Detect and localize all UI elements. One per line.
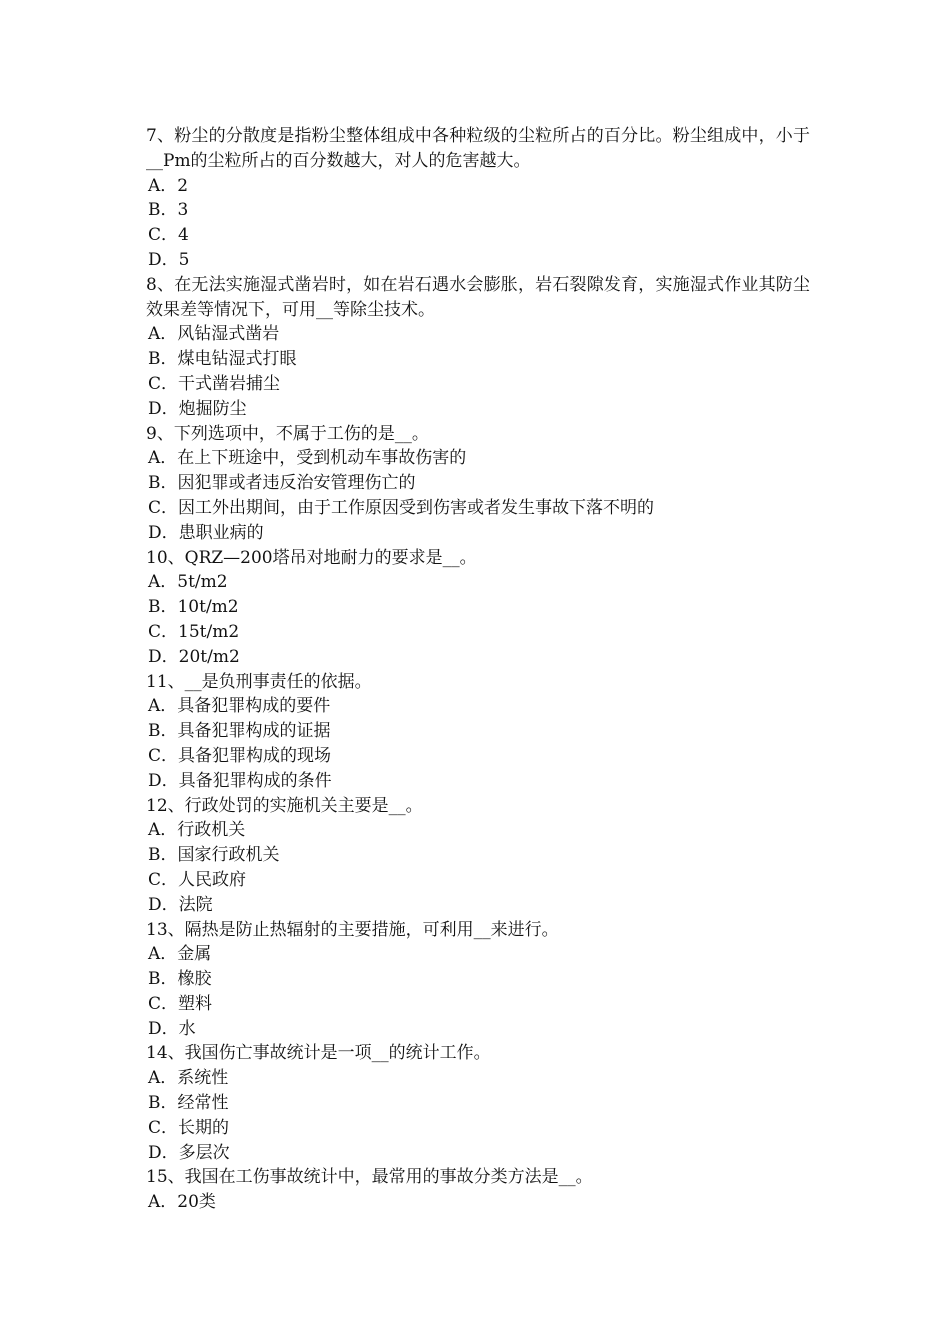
question-text: 7、粉尘的分散度是指粉尘整体组成中各种粒级的尘粒所占的百分比。粉尘组成中，小于__Pm的尘粒所占的百分数越大，对人的危害越大。	[146, 126, 810, 171]
option-a: A．具备犯罪构成的要件	[148, 696, 331, 717]
question-text: 13、隔热是防止热辐射的主要措施，可利用__来进行。	[146, 919, 559, 940]
question-14	[146, 1041, 810, 1165]
option-b: B．煤电钻湿式打眼	[148, 349, 297, 370]
question-8	[146, 273, 810, 422]
option-b: B．3	[148, 200, 189, 221]
option-d: D．20t/m2	[148, 646, 240, 667]
option-c: C．人民政府	[148, 869, 247, 890]
option-b: B．国家行政机关	[148, 845, 280, 866]
option-d: D．炮掘防尘	[148, 398, 247, 419]
option-c: C．干式凿岩捕尘	[148, 373, 281, 394]
option-b: B．10t/m2	[148, 597, 239, 618]
option-a: A．2	[148, 175, 189, 196]
option-a: A．在上下班途中，受到机动车事故伤害的	[148, 448, 467, 469]
question-15	[146, 1165, 810, 1215]
option-a: A．系统性	[148, 1068, 229, 1089]
question-text: 9、下列选项中，不属于工伤的是__。	[146, 423, 429, 444]
option-d: D．患职业病的	[148, 522, 264, 543]
question-text: 11、__是负刑事责任的依据。	[146, 671, 372, 692]
document-page	[146, 124, 810, 1215]
option-d: D．水	[148, 1018, 196, 1039]
option-b: B．经常性	[148, 1093, 229, 1114]
option-c: C．15t/m2	[148, 621, 240, 642]
option-b: B．因犯罪或者违反治安管理伤亡的	[148, 473, 416, 494]
question-11	[146, 670, 810, 794]
question-text: 15、我国在工伤事故统计中，最常用的事故分类方法是__。	[146, 1167, 593, 1188]
question-7	[146, 124, 810, 273]
option-b: B．具备犯罪构成的证据	[148, 721, 331, 742]
option-a: A．金属	[148, 944, 212, 965]
option-a: A．5t/m2	[148, 572, 228, 593]
option-c: C．塑料	[148, 993, 213, 1014]
option-d: D．多层次	[148, 1142, 230, 1163]
question-text: 8、在无法实施湿式凿岩时，如在岩石遇水会膨胀，岩石裂隙发育，实施湿式作业其防尘效果差等情况下，可用__等除尘技术。	[146, 274, 810, 320]
question-9	[146, 422, 810, 546]
question-13	[146, 918, 810, 1042]
question-text: 12、行政处罚的实施机关主要是__。	[146, 795, 423, 816]
option-d: D．法院	[148, 894, 213, 915]
question-10	[146, 546, 810, 670]
option-b: B．橡胶	[148, 969, 212, 990]
question-12	[146, 794, 810, 918]
option-a: A．风钻湿式凿岩	[148, 324, 280, 345]
option-d: D．具备犯罪构成的条件	[148, 770, 332, 791]
option-c: C．4	[148, 225, 189, 246]
option-a: A．行政机关	[148, 820, 246, 841]
option-c: C．具备犯罪构成的现场	[148, 745, 332, 766]
question-text: 10、QRZ—200塔吊对地耐力的要求是__。	[146, 547, 477, 568]
option-c: C．因工外出期间，由于工作原因受到伤害或者发生事故下落不明的	[148, 497, 655, 518]
option-c: C．长期的	[148, 1117, 230, 1138]
option-a: A．20类	[148, 1192, 216, 1213]
question-text: 14、我国伤亡事故统计是一项__的统计工作。	[146, 1043, 491, 1064]
option-d: D．5	[148, 249, 190, 270]
